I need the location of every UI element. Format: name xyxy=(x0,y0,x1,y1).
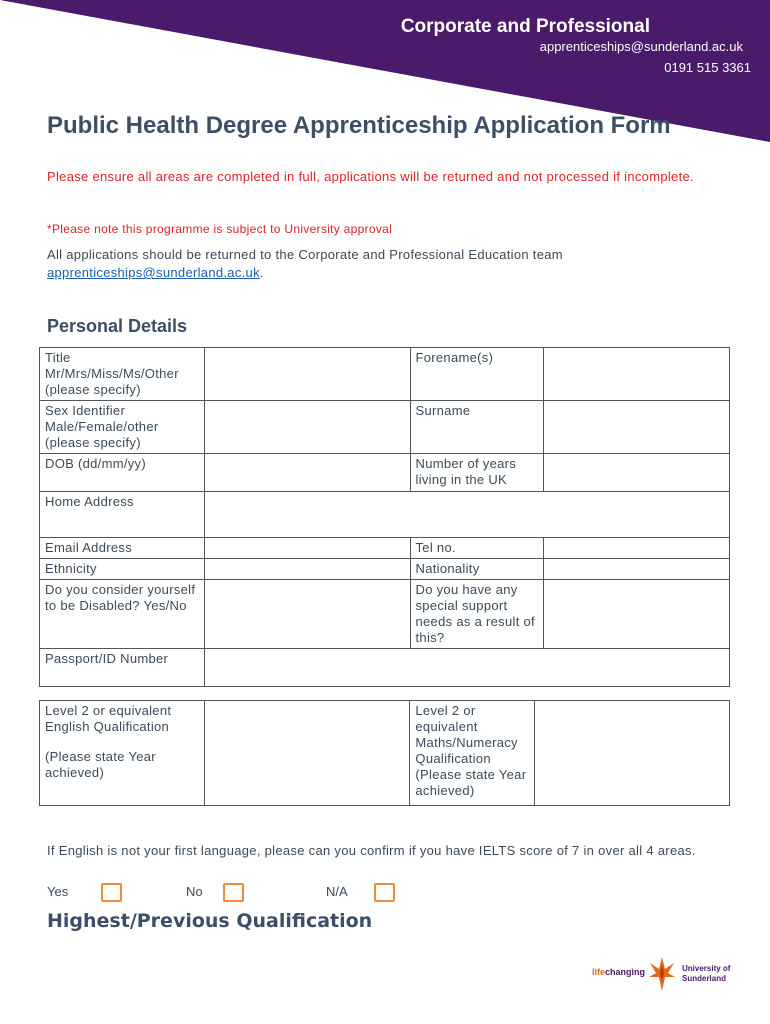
university-crest-icon xyxy=(648,955,676,993)
ielts-no-label: No xyxy=(186,884,203,899)
ielts-na-checkbox[interactable] xyxy=(374,883,395,902)
surname-label: Surname xyxy=(410,401,544,454)
dob-input[interactable] xyxy=(204,454,410,492)
highest-qualification-heading: Highest/Previous Qualification xyxy=(47,910,373,932)
forename-input[interactable] xyxy=(544,348,730,401)
personal-details-heading: Personal Details xyxy=(47,316,188,336)
passport-input[interactable] xyxy=(204,649,729,687)
tel-label: Tel no. xyxy=(410,538,544,559)
english-label-cell xyxy=(40,701,205,806)
maths-label: Level 2 or equivalent Maths/Numeracy Qualification (Please state Year achieved) xyxy=(410,701,535,806)
nationality-label: Nationality xyxy=(410,559,544,580)
ielts-yes-label: Yes xyxy=(47,884,69,899)
sex-hint: (please specify) xyxy=(45,435,141,450)
title-input[interactable] xyxy=(204,348,410,401)
qualifications-table xyxy=(39,700,730,806)
years-uk-label: Number of years living in the UK xyxy=(410,454,544,492)
nationality-input[interactable] xyxy=(544,559,730,580)
tagline-changing: changing xyxy=(605,967,646,977)
return-text: All applications should be returned to the Corporate and Professional Education team xyxy=(47,247,563,262)
university-line2: Sunderland xyxy=(682,974,727,983)
ielts-yes-checkbox[interactable] xyxy=(101,883,122,902)
address-label: Home Address xyxy=(40,492,205,538)
return-period: . xyxy=(259,265,264,280)
dob-label: DOB (dd/mm/yy) xyxy=(40,454,205,492)
return-instructions xyxy=(47,246,687,282)
completion-warning: Please ensure all areas are completed in full, applications will be returned and not processed if incomplete. xyxy=(47,169,694,184)
title-hint: (please specify) xyxy=(45,382,141,397)
tagline-life: life xyxy=(592,967,606,977)
university-name xyxy=(682,964,730,984)
ethnicity-label: Ethnicity xyxy=(40,559,205,580)
return-email-link[interactable]: apprenticeships@sunderland.ac.uk xyxy=(47,265,260,280)
support-input[interactable] xyxy=(544,580,730,649)
english-hint: (Please state Year achieved) xyxy=(45,749,156,780)
ielts-question: If English is not your first language, please can you confirm if you have IELTS score of 7 in over all 4 areas. xyxy=(47,843,696,858)
address-input[interactable] xyxy=(204,492,729,538)
email-input[interactable] xyxy=(204,538,410,559)
department-name: Corporate and Professional xyxy=(400,16,650,37)
forename-label: Forename(s) xyxy=(410,348,544,401)
form-title: Public Health Degree Apprenticeship Application Form xyxy=(47,112,671,139)
lifechanging-tagline xyxy=(592,967,645,977)
ielts-no-checkbox[interactable] xyxy=(223,883,244,902)
ethnicity-input[interactable] xyxy=(204,559,410,580)
title-label: Title xyxy=(45,350,71,365)
surname-input[interactable] xyxy=(544,401,730,454)
ielts-na-label: N/A xyxy=(326,884,348,899)
passport-label: Passport/ID Number xyxy=(40,649,205,687)
sex-input[interactable] xyxy=(204,401,410,454)
support-label: Do you have any special support needs as a result of this? xyxy=(410,580,544,649)
university-line1: University of xyxy=(682,964,731,973)
sex-label: Sex Identifier xyxy=(45,403,126,418)
title-options: Mr/Mrs/Miss/Ms/Other xyxy=(45,366,179,381)
english-label: Level 2 or equivalent English Qualification xyxy=(45,703,172,734)
email-label: Email Address xyxy=(40,538,205,559)
maths-input[interactable] xyxy=(535,701,730,806)
years-uk-input[interactable] xyxy=(544,454,730,492)
personal-details-table xyxy=(39,347,730,687)
header-email: apprenticeships@sunderland.ac.uk xyxy=(539,39,743,54)
disabled-input[interactable] xyxy=(204,580,410,649)
approval-note: *Please note this programme is subject to University approval xyxy=(47,222,393,236)
disabled-label: Do you consider yourself to be Disabled? Yes/No xyxy=(40,580,205,649)
sex-label-cell xyxy=(40,401,205,454)
sex-options: Male/Female/other xyxy=(45,419,159,434)
tel-input[interactable] xyxy=(544,538,730,559)
english-input[interactable] xyxy=(204,701,410,806)
title-label-cell xyxy=(40,348,205,401)
header-phone: 0191 515 3361 xyxy=(664,60,751,75)
